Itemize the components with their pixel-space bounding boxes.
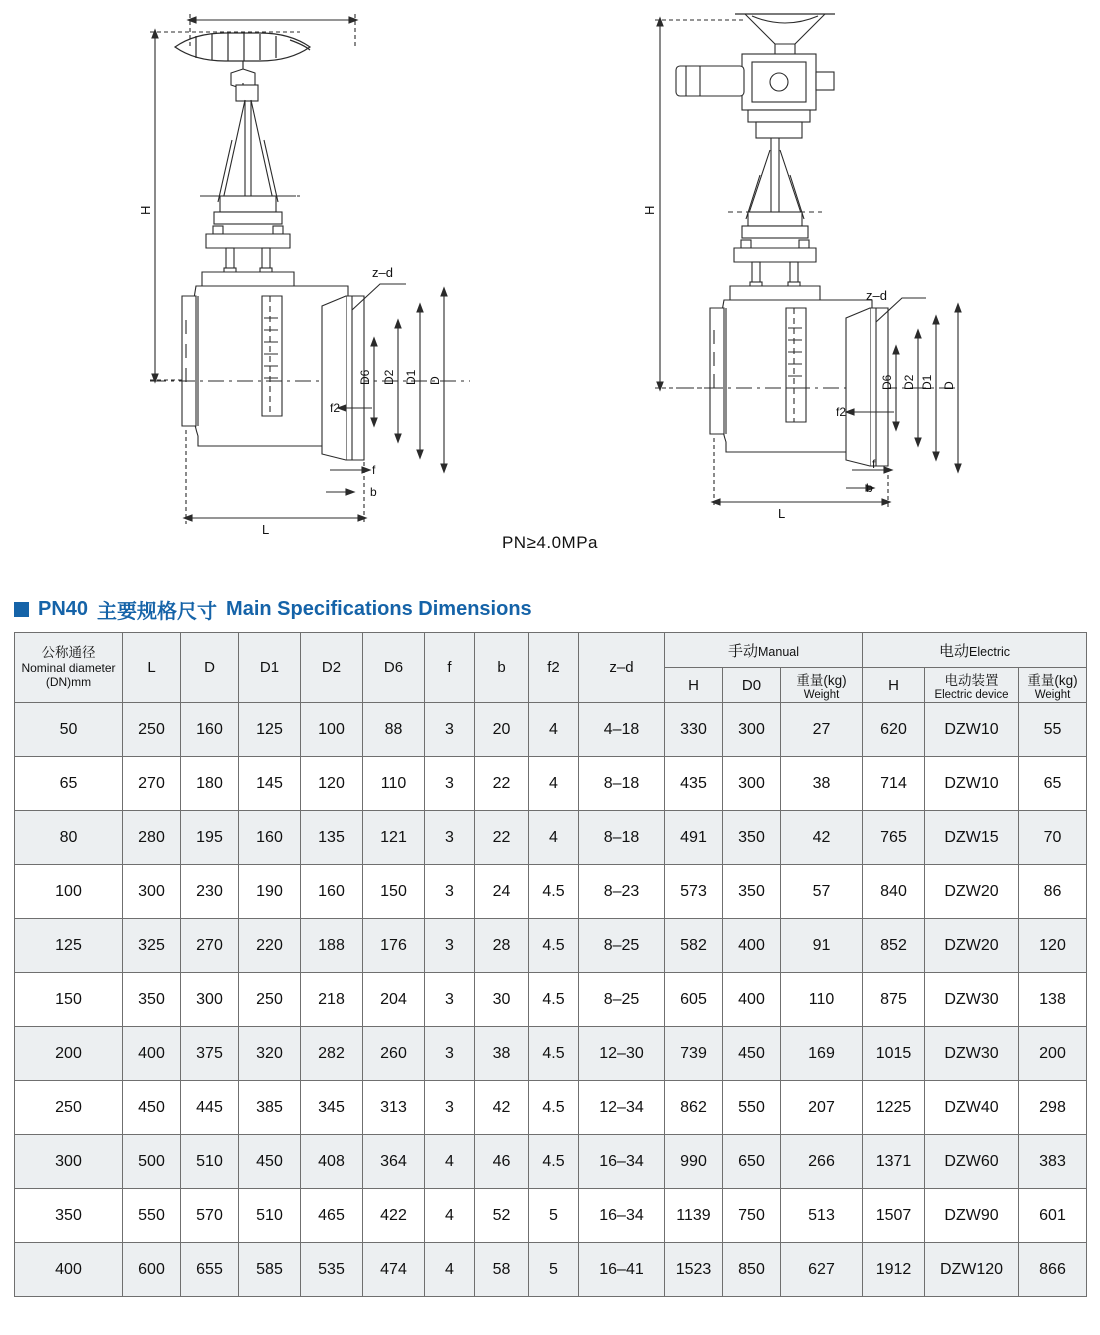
cell-D2: 135 (301, 811, 363, 865)
cell-zd: 12–30 (579, 1027, 665, 1081)
cell-manual-weight: 57 (781, 865, 863, 919)
cell-D: 160 (181, 703, 239, 757)
header-manual-en: Manual (758, 644, 800, 659)
cell-electric-weight: 120 (1019, 919, 1087, 973)
cell-D: 570 (181, 1189, 239, 1243)
header-electric-weight (1019, 668, 1087, 703)
cell-f: 3 (425, 973, 475, 1027)
cell-f: 3 (425, 865, 475, 919)
cell-L: 500 (123, 1135, 181, 1189)
header-manual-h: H (665, 668, 723, 703)
header-b: b (475, 633, 529, 703)
cell-manual-d0: 550 (723, 1081, 781, 1135)
cell-f: 4 (425, 1243, 475, 1297)
header-dn-en: Nominal diameter (21, 661, 116, 676)
cell-electric-device: DZW20 (925, 919, 1019, 973)
cell-b: 46 (475, 1135, 529, 1189)
header-f: f (425, 633, 475, 703)
cell-dn: 350 (15, 1189, 123, 1243)
cell-D2: 188 (301, 919, 363, 973)
header-dn-unit: (DN)mm (45, 675, 92, 690)
cell-electric-weight: 138 (1019, 973, 1087, 1027)
svg-text:z–d: z–d (372, 265, 393, 280)
cell-electric-h: 852 (863, 919, 925, 973)
cell-zd: 8–23 (579, 865, 665, 919)
header-D2: D2 (301, 633, 363, 703)
header-D: D (181, 633, 239, 703)
svg-text:z–d: z–d (866, 288, 887, 303)
cell-electric-h: 765 (863, 811, 925, 865)
cell-D6: 88 (363, 703, 425, 757)
specifications-table (14, 632, 1087, 1297)
cell-manual-weight: 91 (781, 919, 863, 973)
cell-b: 38 (475, 1027, 529, 1081)
header-manual-group (665, 633, 863, 668)
heading-en: Main Specifications Dimensions (226, 598, 532, 620)
cell-electric-h: 1015 (863, 1027, 925, 1081)
header-D1: D1 (239, 633, 301, 703)
cell-D1: 220 (239, 919, 301, 973)
cell-b: 42 (475, 1081, 529, 1135)
cell-zd: 16–34 (579, 1189, 665, 1243)
cell-D: 300 (181, 973, 239, 1027)
cell-dn: 100 (15, 865, 123, 919)
cell-manual-h: 573 (665, 865, 723, 919)
cell-electric-h: 840 (863, 865, 925, 919)
cell-L: 250 (123, 703, 181, 757)
cell-L: 300 (123, 865, 181, 919)
cell-electric-weight: 866 (1019, 1243, 1087, 1297)
svg-text:D2: D2 (902, 374, 916, 390)
header-electric-cn: 电动 (939, 642, 970, 660)
header-nominal-diameter (15, 633, 123, 703)
cell-manual-weight: 169 (781, 1027, 863, 1081)
cell-electric-weight: 65 (1019, 757, 1087, 811)
cell-D: 655 (181, 1243, 239, 1297)
cell-f2: 4.5 (529, 973, 579, 1027)
cell-f2: 4.5 (529, 919, 579, 973)
cell-L: 350 (123, 973, 181, 1027)
cell-manual-d0: 750 (723, 1189, 781, 1243)
cell-manual-d0: 300 (723, 757, 781, 811)
table-row (15, 1027, 1087, 1081)
cell-manual-d0: 350 (723, 811, 781, 865)
svg-text:H: H (642, 205, 657, 215)
cell-D: 195 (181, 811, 239, 865)
header-electric-en: Electric (969, 644, 1011, 659)
svg-text:D6: D6 (880, 374, 894, 390)
header-manual-weight (781, 668, 863, 703)
cell-manual-h: 990 (665, 1135, 723, 1189)
svg-text:L: L (778, 506, 786, 521)
cell-f: 3 (425, 919, 475, 973)
svg-text:D6: D6 (358, 369, 372, 385)
electric-handwheel (735, 14, 835, 54)
cell-L: 400 (123, 1027, 181, 1081)
cell-electric-weight: 383 (1019, 1135, 1087, 1189)
cell-dn: 400 (15, 1243, 123, 1297)
header-manual-cn: 手动 (728, 642, 759, 660)
cell-b: 52 (475, 1189, 529, 1243)
cell-D6: 150 (363, 865, 425, 919)
cell-electric-device: DZW90 (925, 1189, 1019, 1243)
cell-manual-d0: 350 (723, 865, 781, 919)
cell-f2: 4.5 (529, 1081, 579, 1135)
cell-zd: 8–18 (579, 811, 665, 865)
cell-dn: 200 (15, 1027, 123, 1081)
table-row (15, 703, 1087, 757)
header-manual-weight-en: Weight (803, 689, 840, 701)
cell-electric-h: 875 (863, 973, 925, 1027)
cell-zd: 16–34 (579, 1135, 665, 1189)
manual-handwheel (175, 33, 310, 61)
svg-text:D2: D2 (382, 369, 396, 385)
svg-text:f: f (872, 457, 876, 471)
cell-D1: 585 (239, 1243, 301, 1297)
cell-zd: 12–34 (579, 1081, 665, 1135)
cell-D2: 160 (301, 865, 363, 919)
table-row (15, 865, 1087, 919)
section-heading (14, 595, 532, 624)
cell-electric-device: DZW15 (925, 811, 1019, 865)
svg-text:D: D (942, 381, 956, 390)
svg-text:L: L (262, 522, 270, 537)
svg-text:D: D (428, 376, 442, 385)
table-row (15, 1081, 1087, 1135)
cell-zd: 16–41 (579, 1243, 665, 1297)
header-electric-device-en: Electric device (934, 689, 1009, 701)
cell-f2: 4 (529, 811, 579, 865)
cell-D2: 535 (301, 1243, 363, 1297)
spec-table-wrap (14, 632, 1086, 1297)
cell-f: 4 (425, 1189, 475, 1243)
cell-electric-device: DZW10 (925, 703, 1019, 757)
heading-code: PN40 (38, 598, 89, 620)
cell-D1: 510 (239, 1189, 301, 1243)
cell-dn: 65 (15, 757, 123, 811)
cell-D: 230 (181, 865, 239, 919)
svg-text:b: b (866, 481, 873, 495)
cell-manual-h: 582 (665, 919, 723, 973)
cell-f: 3 (425, 811, 475, 865)
svg-text:f2: f2 (330, 401, 341, 415)
cell-zd: 8–25 (579, 973, 665, 1027)
cell-manual-weight: 27 (781, 703, 863, 757)
cell-manual-weight: 42 (781, 811, 863, 865)
cell-f2: 5 (529, 1243, 579, 1297)
cell-f2: 4.5 (529, 865, 579, 919)
cell-D: 510 (181, 1135, 239, 1189)
header-D6: D6 (363, 633, 425, 703)
cell-electric-device: DZW30 (925, 1027, 1019, 1081)
heading-cn: 主要规格尺寸 (97, 601, 218, 623)
pressure-caption: PN≥4.0MPa (501, 533, 599, 552)
svg-text:f2: f2 (836, 405, 847, 419)
cell-dn: 80 (15, 811, 123, 865)
cell-D: 375 (181, 1027, 239, 1081)
table-row (15, 919, 1087, 973)
cell-electric-device: DZW40 (925, 1081, 1019, 1135)
cell-manual-d0: 650 (723, 1135, 781, 1189)
cell-electric-h: 1371 (863, 1135, 925, 1189)
cell-D2: 218 (301, 973, 363, 1027)
cell-electric-device: DZW60 (925, 1135, 1019, 1189)
cell-electric-h: 714 (863, 757, 925, 811)
cell-f: 3 (425, 757, 475, 811)
cell-electric-h: 1507 (863, 1189, 925, 1243)
cell-electric-device: DZW10 (925, 757, 1019, 811)
cell-manual-h: 1139 (665, 1189, 723, 1243)
cell-manual-h: 435 (665, 757, 723, 811)
cell-f2: 4 (529, 703, 579, 757)
cell-D2: 345 (301, 1081, 363, 1135)
header-electric-weight-cn: 重量(kg) (1027, 673, 1078, 688)
header-electric-group (863, 633, 1087, 668)
heading-marker-icon (14, 602, 29, 617)
cell-b: 24 (475, 865, 529, 919)
header-zd: z–d (579, 633, 665, 703)
cell-b: 28 (475, 919, 529, 973)
cell-zd: 4–18 (579, 703, 665, 757)
cell-D6: 260 (363, 1027, 425, 1081)
svg-text:b: b (370, 485, 377, 499)
header-electric-device (925, 668, 1019, 703)
cell-manual-h: 491 (665, 811, 723, 865)
cell-electric-weight: 601 (1019, 1189, 1087, 1243)
cell-manual-h: 862 (665, 1081, 723, 1135)
cell-D6: 422 (363, 1189, 425, 1243)
cell-manual-weight: 266 (781, 1135, 863, 1189)
cell-manual-d0: 400 (723, 919, 781, 973)
cell-f2: 5 (529, 1189, 579, 1243)
cell-L: 600 (123, 1243, 181, 1297)
cell-D6: 121 (363, 811, 425, 865)
cell-b: 58 (475, 1243, 529, 1297)
cell-b: 22 (475, 811, 529, 865)
cell-electric-h: 1225 (863, 1081, 925, 1135)
cell-f: 4 (425, 1135, 475, 1189)
cell-D1: 385 (239, 1081, 301, 1135)
cell-D1: 250 (239, 973, 301, 1027)
cell-D6: 176 (363, 919, 425, 973)
spec-table-body (15, 703, 1087, 1297)
svg-text:D1: D1 (404, 369, 418, 385)
cell-manual-d0: 400 (723, 973, 781, 1027)
cell-D2: 465 (301, 1189, 363, 1243)
cell-D2: 282 (301, 1027, 363, 1081)
cell-f2: 4.5 (529, 1027, 579, 1081)
cell-zd: 8–25 (579, 919, 665, 973)
cell-L: 270 (123, 757, 181, 811)
valve-drawings (0, 0, 1100, 585)
cell-manual-weight: 38 (781, 757, 863, 811)
cell-dn: 300 (15, 1135, 123, 1189)
svg-text:f: f (372, 463, 376, 477)
cell-manual-h: 605 (665, 973, 723, 1027)
cell-f2: 4.5 (529, 1135, 579, 1189)
table-row (15, 1135, 1087, 1189)
header-electric-weight-en: Weight (1034, 689, 1071, 701)
cell-electric-h: 1912 (863, 1243, 925, 1297)
cell-L: 450 (123, 1081, 181, 1135)
cell-L: 280 (123, 811, 181, 865)
cell-b: 20 (475, 703, 529, 757)
cell-D2: 100 (301, 703, 363, 757)
cell-D1: 450 (239, 1135, 301, 1189)
cell-electric-weight: 70 (1019, 811, 1087, 865)
cell-D2: 408 (301, 1135, 363, 1189)
cell-electric-weight: 55 (1019, 703, 1087, 757)
valve-drawing-svg (0, 0, 1100, 585)
cell-D1: 160 (239, 811, 301, 865)
cell-electric-weight: 298 (1019, 1081, 1087, 1135)
cell-f: 3 (425, 703, 475, 757)
cell-manual-d0: 450 (723, 1027, 781, 1081)
cell-D: 270 (181, 919, 239, 973)
cell-manual-d0: 850 (723, 1243, 781, 1297)
cell-D1: 145 (239, 757, 301, 811)
table-row (15, 811, 1087, 865)
cell-manual-h: 739 (665, 1027, 723, 1081)
table-row (15, 757, 1087, 811)
cell-manual-h: 330 (665, 703, 723, 757)
header-electric-h: H (863, 668, 925, 703)
cell-manual-weight: 627 (781, 1243, 863, 1297)
header-f2: f2 (529, 633, 579, 703)
cell-D1: 125 (239, 703, 301, 757)
cell-D6: 204 (363, 973, 425, 1027)
header-manual-d0: D0 (723, 668, 781, 703)
header-electric-device-cn: 电动装置 (944, 673, 999, 688)
cell-electric-device: DZW30 (925, 973, 1019, 1027)
cell-D: 180 (181, 757, 239, 811)
table-row (15, 973, 1087, 1027)
cell-D6: 110 (363, 757, 425, 811)
cell-dn: 150 (15, 973, 123, 1027)
cell-dn: 50 (15, 703, 123, 757)
cell-dn: 125 (15, 919, 123, 973)
cell-manual-h: 1523 (665, 1243, 723, 1297)
cell-L: 550 (123, 1189, 181, 1243)
cell-electric-weight: 200 (1019, 1027, 1087, 1081)
cell-L: 325 (123, 919, 181, 973)
cell-D1: 190 (239, 865, 301, 919)
cell-dn: 250 (15, 1081, 123, 1135)
header-dn-cn: 公称通径 (41, 645, 96, 661)
cell-electric-h: 620 (863, 703, 925, 757)
table-row (15, 1243, 1087, 1297)
cell-f2: 4 (529, 757, 579, 811)
cell-manual-weight: 207 (781, 1081, 863, 1135)
cell-b: 30 (475, 973, 529, 1027)
header-manual-weight-cn: 重量(kg) (796, 673, 847, 688)
cell-manual-weight: 110 (781, 973, 863, 1027)
cell-electric-device: DZW120 (925, 1243, 1019, 1297)
cell-D2: 120 (301, 757, 363, 811)
svg-text:D1: D1 (920, 374, 934, 390)
cell-zd: 8–18 (579, 757, 665, 811)
cell-f: 3 (425, 1081, 475, 1135)
header-L: L (123, 633, 181, 703)
table-row (15, 1189, 1087, 1243)
cell-electric-device: DZW20 (925, 865, 1019, 919)
cell-manual-d0: 300 (723, 703, 781, 757)
cell-D: 445 (181, 1081, 239, 1135)
cell-manual-weight: 513 (781, 1189, 863, 1243)
cell-D6: 364 (363, 1135, 425, 1189)
cell-D6: 474 (363, 1243, 425, 1297)
cell-D6: 313 (363, 1081, 425, 1135)
svg-text:H: H (138, 205, 153, 215)
cell-b: 22 (475, 757, 529, 811)
cell-electric-weight: 86 (1019, 865, 1087, 919)
cell-D1: 320 (239, 1027, 301, 1081)
cell-f: 3 (425, 1027, 475, 1081)
